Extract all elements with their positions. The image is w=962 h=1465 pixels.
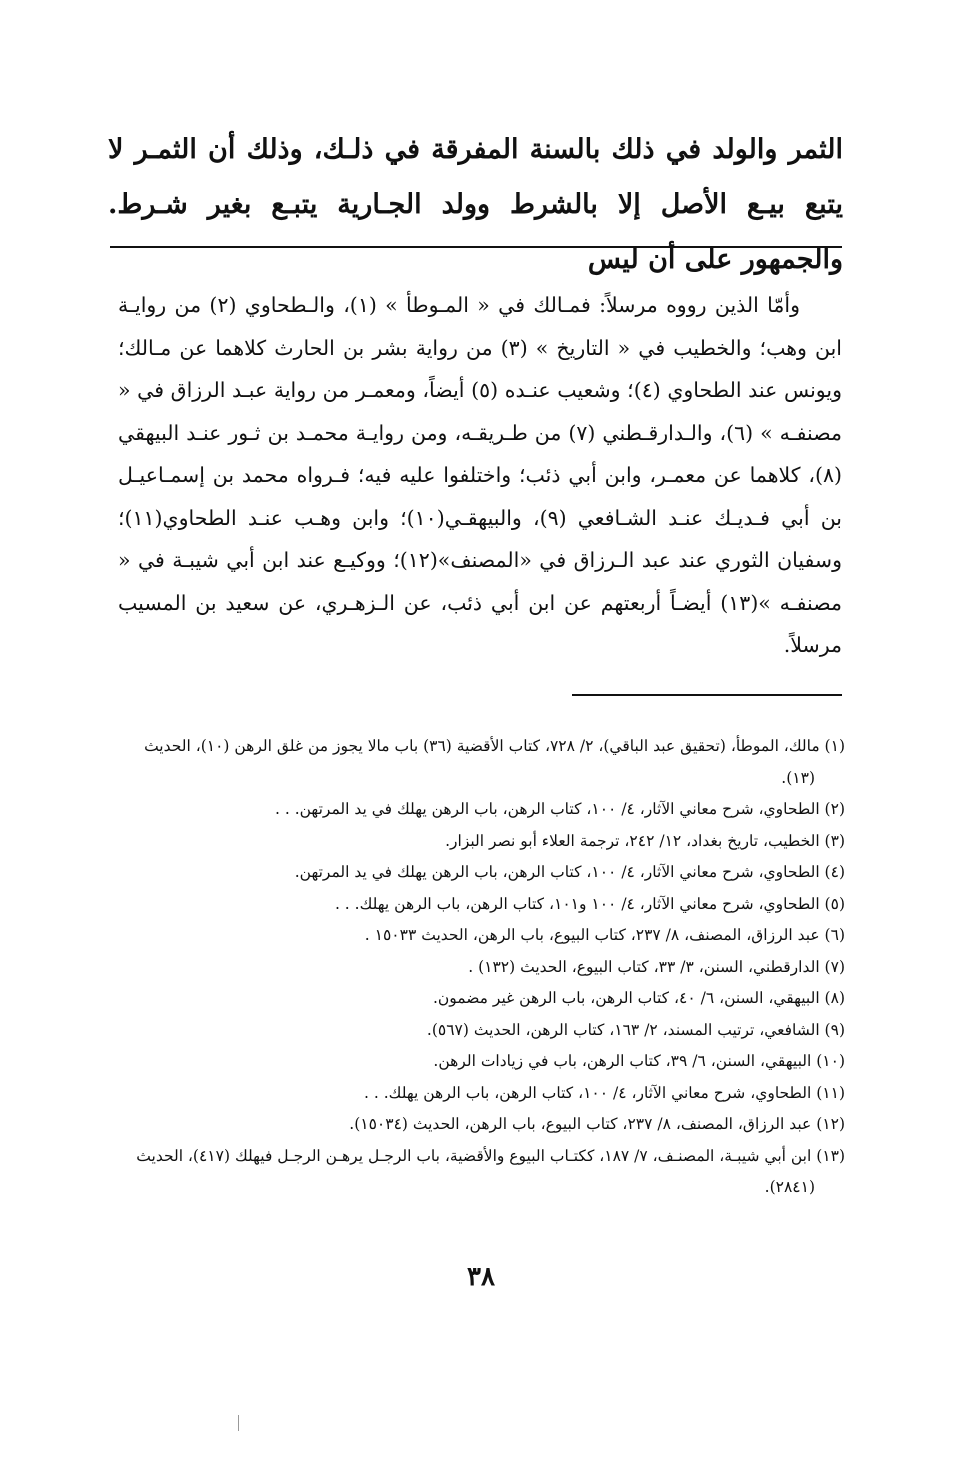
footnote-3: (٣) الخطيب، تاريخ بغداد، ١٢/ ٢٤٢، ترجمة العلاء أبو نصر البزار.: [445, 831, 845, 850]
narration-block: [118, 284, 842, 667]
footnote-1: (١) مالك، الموطأ، (تحقيق عبد الباقي)، ٢/ ٧٢٨، كتاب الأقضية (٣٦) باب مالا يجوز من غلق الرهن (١٠)، الحديث (١٣).: [144, 737, 845, 787]
main-text-block: [108, 122, 843, 287]
footnotes: [110, 731, 845, 1204]
footnote-9: (٩) الشافعي، ترتيب المسند، ٢/ ١٦٣، كتاب الرهن، الحديث (٥٦٧).: [426, 1020, 845, 1039]
footnote-12: (١٢) عبد الرزاق، المصنف، ٨/ ٢٣٧، كتاب البيوع، باب الرهن، الحديث (١٥٠٣٤).: [349, 1115, 845, 1133]
footnote-6: (٦) عبد الرزاق، المصنف، ٨/ ٢٣٧، كتاب البيوع، باب الرهن، الحديث ١٥٠٣٣ .: [364, 926, 845, 944]
footnote-7: (٧) الدارقطني، السنن، ٣/ ٣٣، كتاب البيوع، الحديث (١٣٢) .: [468, 957, 845, 976]
footnote-5: (٥) الطحاوي، شرح معاني الآثار، ٤/ ١٠٠ و١٠١، كتاب الرهن، باب الرهن يهلك. . .: [334, 894, 845, 913]
main-paragraph: الثمر والولد في ذلك بالسنة المفرقة في ذلـك، وذلك أن الثمـر لا يتبع بيـع الأصل إلا بالشرط وولد الجـارية يتبـع بغير شـرط. والجمهور على أن ليس: [108, 134, 843, 275]
footnote-divider: [572, 694, 842, 696]
footnote-8: (٨) البيهقي، السنن، ٦/ ٤٠، كتاب الرهن، باب الرهن غير مضمون.: [432, 989, 845, 1007]
footnote-10: (١٠) البيهقي، السنن، ٦/ ٣٩، كتاب الرهن، باب في زيادات الرهن.: [433, 1052, 845, 1070]
page-number: ٣٨: [467, 1262, 495, 1292]
footnote-2: (٢) الطحاوي، شرح معاني الآثار، ٤/ ١٠٠، كتاب الرهن، باب الرهن يهلك في يد المرتهن. . .: [275, 800, 845, 818]
scan-mark: [238, 1415, 239, 1431]
narration-paragraph: وأمّا الذين رووه مرسلاً: فمـالك في « المـوطأ » (١)، والـطحاوي (٢) من روايـة ابن وهب؛ والخطيب في « التاريخ » (٣) من رواية بشر بن الحارث كلاهما عن مـالك؛ ويونس عند الطحاوي (٤)؛ وشعيب عنـده (٥) أيضاً، ومعمـر من رواية عبـد الرزاق في « مصنفـه » (٦)، والـدارقـطني (٧) من طـريقـه، ومن روايـة محمـد بن ثـور عنـد البيهقي (٨)، كلاهما عن معمـر، وابن أبي ذئب؛ واختلفوا عليه فيه؛ فـرواه محمد بن إسمـاعيـل بن أبي فـديـك عنـد الشـافعي (٩)، والبيهقـي(١٠)؛ وابن وهـب عنـد الطحاوي(١١)؛ وسفيان الثوري عند عبد الـرزاق في «المصنف»(١٢)؛ ووكيـع عند ابن أبي شيبـة في « مصنفـه »(١٣) أيضـاً أربعتهم عن ابن أبي ذئب، عن الـزهـري، عن سعيد بن المسيب مرسلاً.: [118, 293, 842, 657]
footnote-13: (١٣) ابن أبي شيبـة، المصنـف، ٧/ ١٨٧، ككتـاب البيوع والأقضية، باب الرجـل يرهـن الرجـل فيهلك (٤١٧)، الحديث (٢٨٤١).: [136, 1146, 845, 1196]
footnote-11: (١١) الطحاوي، شرح معاني الآثار، ٤/ ١٠٠، كتاب الرهن، باب الرهن يهلك. . .: [364, 1083, 845, 1102]
section-divider: [110, 246, 842, 248]
footnote-4: (٤) الطحاوي، شرح معاني الآثار، ٤/ ١٠٠، كتاب الرهن، باب الرهن يهلك في يد المرتهن.: [294, 863, 845, 881]
